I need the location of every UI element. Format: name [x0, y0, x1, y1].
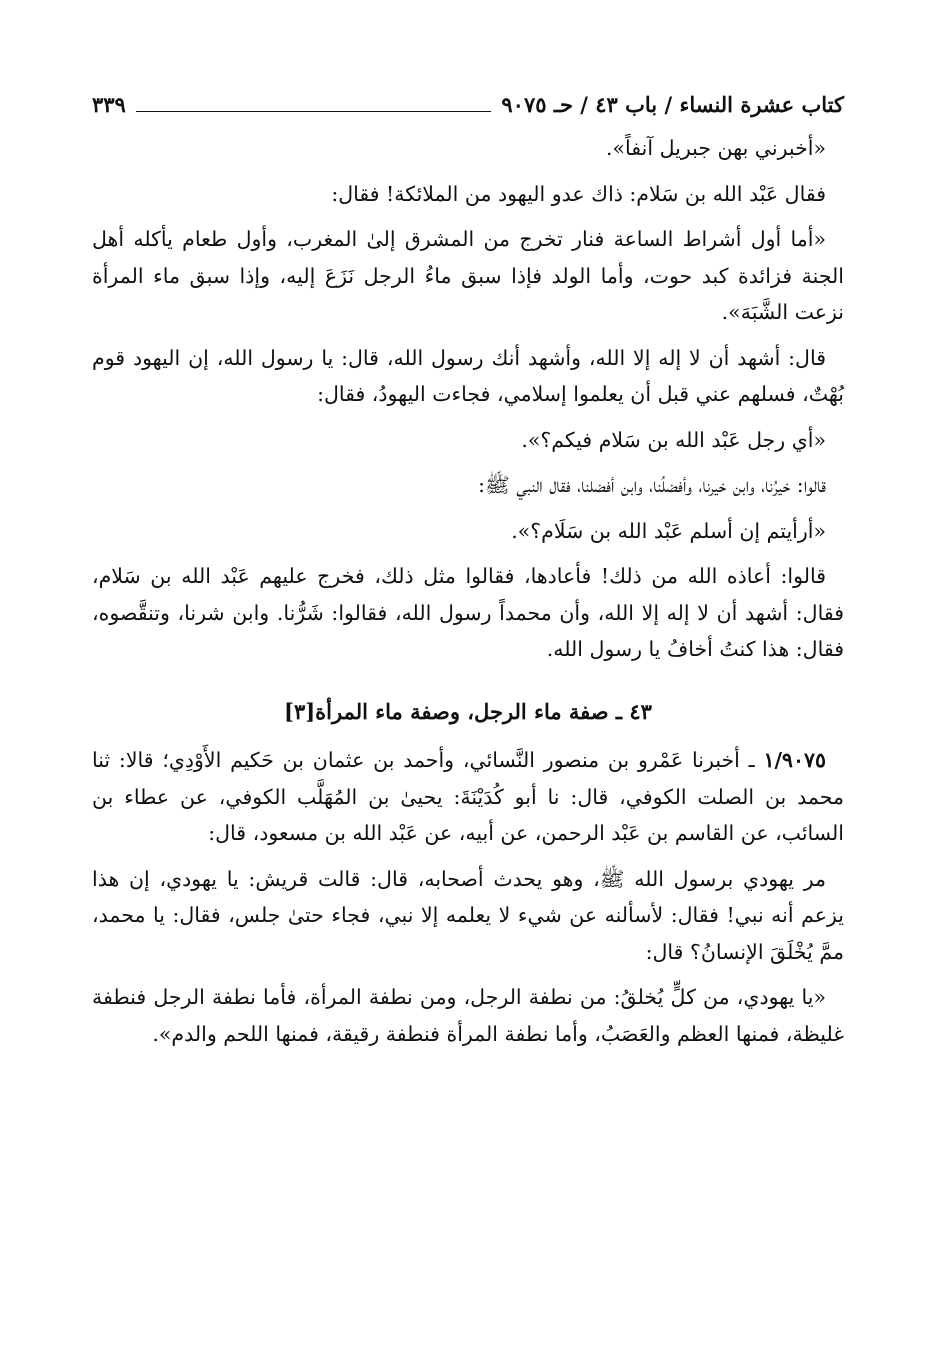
- paragraph: «أما أول أشراط الساعة فنار تخرج من المشرق إلىٰ المغرب، وأول طعام يأكله أهل الجنة فزائدة كبد حوت، وأما الولد فإذا سبق ماءُ الرجل نَزَعَ إليه، وإذا سبق ماء المرأة نزعت الشَّبَهَ».: [92, 227, 844, 324]
- hadith-number: ١/٩٠٧٥: [763, 748, 826, 772]
- running-title: كتاب عشرة النساء / باب ٤٣ / حـ ٩٠٧٥: [501, 92, 844, 117]
- paragraph: قالوا: أعاذه الله من ذلك! فأعادها، فقالوا مثل ذلك، فخرج عليهم عَبْد الله بن سَلام، فقال: أشهد أن لا إله إلا الله، وأن محمداً رسول الله، فقالوا: شَرُّنا. وابن شرنا، وتنقَّصوه، فقال: هذا كنتُ أخافُ يا رسول الله.: [92, 564, 844, 661]
- header-rule: [136, 111, 492, 112]
- section-heading: ٤٣ ـ صفة ماء الرجل، وصفة ماء المرأة[٣]: [284, 698, 652, 724]
- hadith-isnad: ـ أخبرنا عَمْرو بن منصور النَّسائي، وأحمد بن عثمان بن حَكيم الأَوْدِي؛ قالا: ثنا محمد بن الصلت الكوفي، قال: نا أبو كُدَيْنَةَ: يحيىٰ بن المُهَلَّب الكوفي، عن عطاء بن السائب، عن القاسم بن عَبْد الرحمن، عن أبيه، عن عَبْد الله بن مسعود، قال:: [92, 748, 844, 845]
- page-body: [92, 130, 844, 1052]
- hadith-paragraph: [92, 742, 844, 852]
- running-header: [92, 78, 844, 118]
- paragraph: «أرأيتم إن أسلم عَبْد الله بن سَلَام؟».: [511, 518, 826, 543]
- paragraph: «أي رجل عَبْد الله بن سَلام فيكم؟».: [521, 427, 826, 452]
- book-page: [92, 78, 844, 1061]
- paragraph: فقال عَبْد الله بن سَلام: ذاك عدو اليهود من الملائكة! فقال:: [331, 181, 826, 206]
- paragraph: قالوا: خيرُنا، وابن خيرنا، وأفضلُنا، وابن أفضلنا، فقال النبي ﷺ:: [478, 473, 826, 497]
- paragraph: «يا يهودي، من كلٍّ يُخلقُ: من نطفة الرجل، ومن نطفة المرأة، فأما نطفة الرجل فنطفة غليظة، فمنها العظم والعَصَبُ، وأما نطفة المرأة فنطفة رقيقة، فمنها اللحم والدم».: [92, 985, 844, 1046]
- page-number: ٣٣٩: [92, 92, 126, 117]
- paragraph: مر يهودي برسول الله ﷺ، وهو يحدث أصحابه، قال: قالت قريش: يا يهودي، إن هذا يزعم أنه نبي! فقال: لأسألنه عن شيء لا يعلمه إلا نبي، فجاء حتىٰ جلس، فقال: يا محمد، ممَّ يُخْلَقَ الإنسانُ؟ قال:: [92, 866, 844, 964]
- paragraph: قال: أشهد أن لا إله إلا الله، وأشهد أنك رسول الله، قال: يا رسول الله، إن اليهود قوم بُهْتٌ، فسلهم عني قبل أن يعلموا إسلامي، فجاءت اليهودُ، فقال:: [92, 345, 844, 406]
- paragraph: «أخبرني بهن جبريل آنفاً».: [606, 136, 826, 160]
